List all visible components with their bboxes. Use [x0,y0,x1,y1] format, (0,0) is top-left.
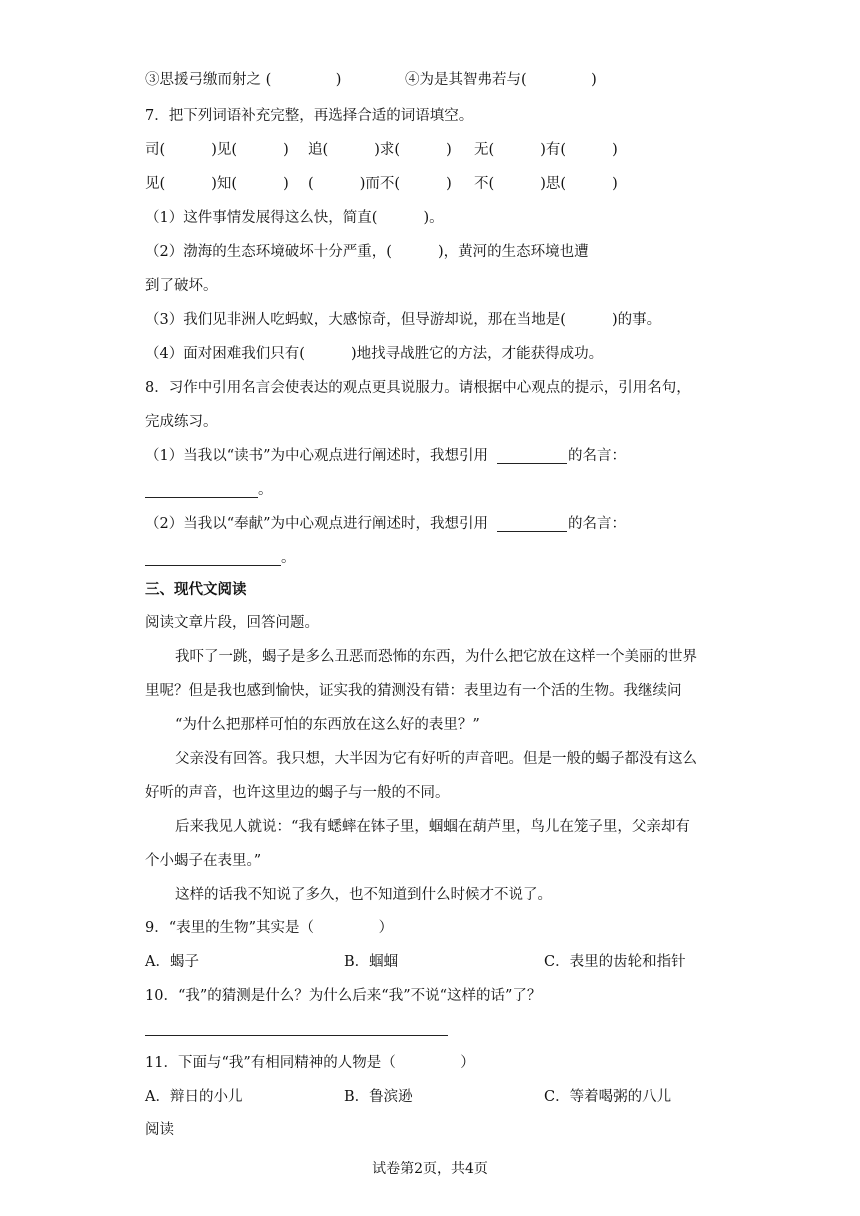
passage-line: 我吓了一跳，蝎子是多么丑恶而恐怖的东西，为什么把它放在这样一个美丽的世界 [175,649,697,665]
q7-sentence-2-cont: 到了破坏。 [145,278,218,294]
q8-stem-cont: 完成练习。 [145,414,218,430]
q6-item3: ③思援弓缴而射之 ( ) [145,72,342,88]
q9-option-a[interactable]: A．蝎子 [145,954,199,970]
q8-period-2: 。 [281,550,296,566]
q7-word-6: 不( )思( ) [474,176,618,192]
q7-word-2: 追( )求( ) [308,142,452,158]
q11-stem: 11．下面与“我”有相同精神的人物是（ ） [145,1055,475,1071]
passage-line: 这样的话我不知说了多久，也不知道到什么时候才不说了。 [175,887,552,903]
passage-line: “为什么把那样可怕的东西放在这么好的表里？” [175,717,480,733]
q11-option-b[interactable]: B．鲁滨逊 [344,1089,413,1105]
section-instruction: 阅读文章片段，回答问题。 [145,615,319,631]
next-section-heading: 阅读 [145,1122,174,1138]
page-footer: 试卷第2页，共4页 [372,1161,488,1177]
q8-answer-line-1[interactable] [145,497,258,498]
q8-prompt-2-end: 的名言： [568,516,626,532]
q8-blank-2[interactable] [497,531,567,532]
q7-word-1: 司( )见( ) [145,142,289,158]
q7-sentence-1: （1）这件事情发展得这么快，简直( )。 [145,210,444,226]
passage-line: 个小蝎子在表里。” [145,853,262,869]
q7-word-4: 见( )知( ) [145,176,289,192]
section-title: 三、现代文阅读 [145,581,247,598]
q9-stem: 9．“表里的生物”其实是（ ） [145,920,394,936]
q7-sentence-4: （4）面对困难我们只有( )地找寻战胜它的方法，才能获得成功。 [145,346,604,362]
q8-prompt-1-end: 的名言： [568,448,626,464]
q7-sentence-2: （2）渤海的生态环境破坏十分严重，( )，黄河的生态环境也遭 [145,244,589,260]
q8-stem: 8．习作中引用名言会使表达的观点更具说服力。请根据中心观点的提示，引用名句， [145,380,691,396]
passage-line: 好听的声音，也许这里边的蝎子与一般的不同。 [145,785,450,801]
q6-item4: ④为是其智弗若与( ) [405,72,597,88]
q8-prompt-1: （1）当我以“读书”为中心观点进行阐述时，我想引用 [145,448,489,464]
q11-option-a[interactable]: A．辩日的小儿 [145,1089,243,1105]
q8-blank-1[interactable] [497,463,567,464]
q8-answer-line-2[interactable] [145,565,281,566]
q7-sentence-3: （3）我们见非洲人吃蚂蚁，大感惊奇，但导游却说，那在当地是( )的事。 [145,312,662,328]
q7-stem: 7．把下列词语补充完整，再选择合适的词语填空。 [145,108,474,124]
q8-prompt-2: （2）当我以“奉献”为中心观点进行阐述时，我想引用 [145,516,489,532]
q8-period-1: 。 [258,482,273,498]
passage-line: 后来我见人就说：“我有蟋蟀在钵子里，蝈蝈在葫芦里，鸟儿在笼子里，父亲却有 [175,819,690,835]
q11-option-c[interactable]: C．等着喝粥的八儿 [544,1089,672,1105]
passage-line: 父亲没有回答。我只想，大半因为它有好听的声音吧。但是一般的蝎子都没有这么 [175,751,697,767]
q9-option-b[interactable]: B．蝈蝈 [344,954,399,970]
q10-stem: 10．“我”的猜测是什么？为什么后来“我”不说“这样的话”了？ [145,988,542,1004]
q7-word-5: ( )而不( ) [308,176,452,192]
q10-answer-line[interactable] [145,1035,448,1036]
q9-option-c[interactable]: C．表里的齿轮和指针 [544,954,686,970]
passage-line: 里呢？但是我也感到愉快，证实我的猜测没有错：表里边有一个活的生物。我继续问 [145,683,682,699]
q7-word-3: 无( )有( ) [474,142,618,158]
